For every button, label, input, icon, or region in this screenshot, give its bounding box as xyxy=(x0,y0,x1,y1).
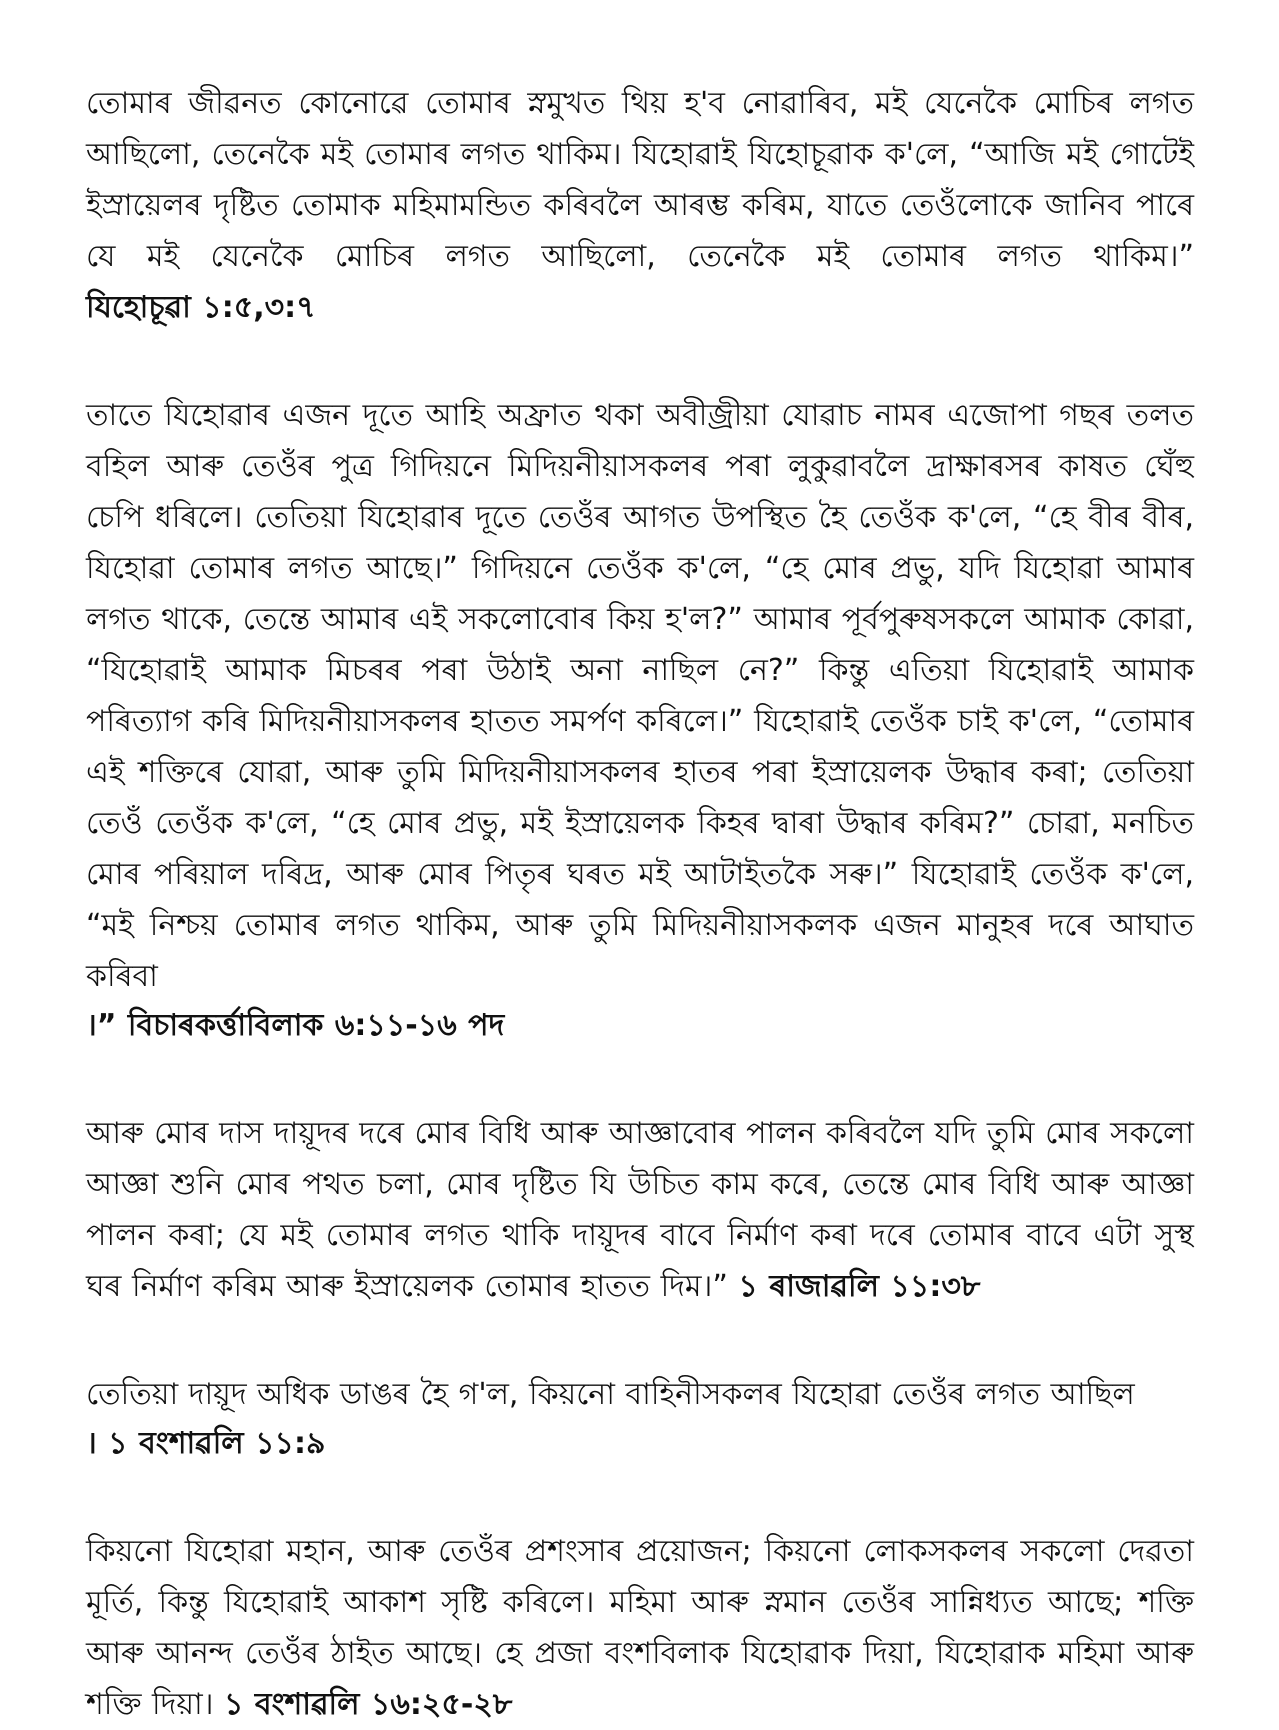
document-page xyxy=(86,78,1194,1730)
paragraph-text: আৰু মোৰ দাস দায়ূদৰ দৰে মোৰ বিধি আৰু আজ্ঞাবোৰ পালন কৰিবলৈ যদি তুমি মোৰ সকলো আজ্ঞা শুনি মোৰ পথত চলা, মোৰ দৃষ্টিত যি উচিত কাম কৰে, তেন্তে মোৰ বিধি আৰু আজ্ঞা পালন কৰা; যে মই তোমাৰ লগত থাকি দায়ূদৰ বাবে নিৰ্মাণ কৰা দৰে তোমাৰ বাবে এটা সুস্থ ঘৰ নিৰ্মাণ কৰিম আৰু ইস্ৰায়েলক তোমাৰ হাতত দিম।” xyxy=(86,1116,1194,1304)
paragraph-joshua xyxy=(86,78,1194,333)
scripture-reference: । ১ বংশাৱলি ১১:৯ xyxy=(86,1426,326,1461)
scripture-reference: ।” বিচাৰকৰ্ত্তাবিলাক ৬:১১-১৬ পদ xyxy=(86,1008,505,1043)
paragraph-1-kings xyxy=(86,1108,1194,1312)
paragraph-text: কিয়নো যিহোৱা মহান, আৰু তেওঁৰ প্ৰশংসাৰ প্ৰয়োজন; কিয়নো লোকসকলৰ সকলো দেৱতা মূৰ্তি, কিন্তু যিহোৱাই আকাশ সৃষ্টি কৰিলে। মহিমা আৰু স্নমান তেওঁৰ সান্নিধ্যত আছে; শক্তি আৰু আনন্দ তেওঁৰ ঠাইত আছে। হে প্ৰজা বংশবিলাক যিহোৱাক দিয়া, যিহোৱাক মহিমা আৰু শক্তি দিয়া। xyxy=(86,1534,1194,1722)
scripture-reference: ১ বংশাৱলি ১৬:২৫-২৮ xyxy=(224,1687,513,1722)
scripture-reference: ১ ৰাজাৱলি ১১:৩৮ xyxy=(738,1269,981,1304)
paragraph-judges xyxy=(86,390,1194,1051)
paragraph-text: তেতিয়া দায়ূদ অধিক ডাঙৰ হৈ গ'ল, কিয়নো বাহিনীসকলৰ যিহোৱা তেওঁৰ লগত আছিল xyxy=(86,1377,1135,1412)
paragraph-1-chronicles-16 xyxy=(86,1526,1194,1730)
scripture-reference: যিহোচূৱা ১:৫,৩:৭ xyxy=(86,290,316,325)
paragraph-text: তাতে যিহোৱাৰ এজন দূতে আহি অফ্ৰাত থকা অবীজ্ৰীয়া যোৱাচ নামৰ এজোপা গছৰ তলত বহিল আৰু তেওঁৰ পুত্ৰ গিদিয়নে মিদিয়নীয়াসকলৰ পৰা লুকুৱাবলৈ দ্ৰাক্ষাৰসৰ কাষত ঘেঁহু চেপি ধৰিলে। তেতিয়া যিহোৱাৰ দূতে তেওঁৰ আগত উপস্থিত হৈ তেওঁক ক'লে, “হে বীৰ বীৰ, যিহোৱা তোমাৰ লগত আছে।” গিদিয়নে তেওঁক ক'লে, “হে মোৰ প্ৰভু, যদি যিহোৱা আমাৰ লগত থাকে, তেন্তে আমাৰ এই সকলোবোৰ কিয় হ'ল?” আমাৰ পূৰ্বপুৰুষসকলে আমাক কোৱা, “যিহোৱাই আমাক মিচৰৰ পৰা উঠাই অনা নাছিল নে?” কিন্তু এতিয়া যিহোৱাই আমাক পৰিত্যাগ কৰি মিদিয়নীয়াসকলৰ হাতত সমৰ্পণ কৰিলে।” যিহোৱাই তেওঁক চাই ক'লে, “তোমাৰ এই শক্তিৰে যোৱা, আৰু তুমি মিদিয়নীয়াসকলৰ হাতৰ পৰা ইস্ৰায়েলক উদ্ধাৰ কৰা; তেতিয়া তেওঁ তেওঁক ক'লে, “হে মোৰ প্ৰভু, মই ইস্ৰায়েলক কিহৰ দ্বাৰা উদ্ধাৰ কৰিম?” চোৱা, মনচিত মোৰ পৰিয়াল দৰিদ্ৰ, আৰু মোৰ পিতৃৰ ঘৰত মই আটাইতকৈ সৰু।” যিহোৱাই তেওঁক ক'লে, “মই নিশ্চয় তোমাৰ লগত থাকিম, আৰু তুমি মিদিয়নীয়াসকলক এজন মানুহৰ দৰে আঘাত কৰিবা xyxy=(86,398,1194,994)
paragraph-text: তোমাৰ জীৱনত কোনোৱে তোমাৰ স্নমুখত থিয় হ'ব নোৱাৰিব, মই যেনেকৈ মোচিৰ লগত আছিলো, তেনেকৈ মই তোমাৰ লগত থাকিম। যিহোৱাই যিহোচূৱাক ক'লে, “আজি মই গোটেই ইস্ৰায়েলৰ দৃষ্টিত তোমাক মহিমামন্ডিত কৰিবলৈ আৰম্ভ কৰিম, যাতে তেওঁলোকে জানিব পাৰে যে মই যেনেকৈ মোচিৰ লগত আছিলো, তেনেকৈ মই তোমাৰ লগত থাকিম।” xyxy=(86,86,1194,274)
paragraph-1-chronicles-11 xyxy=(86,1369,1194,1469)
